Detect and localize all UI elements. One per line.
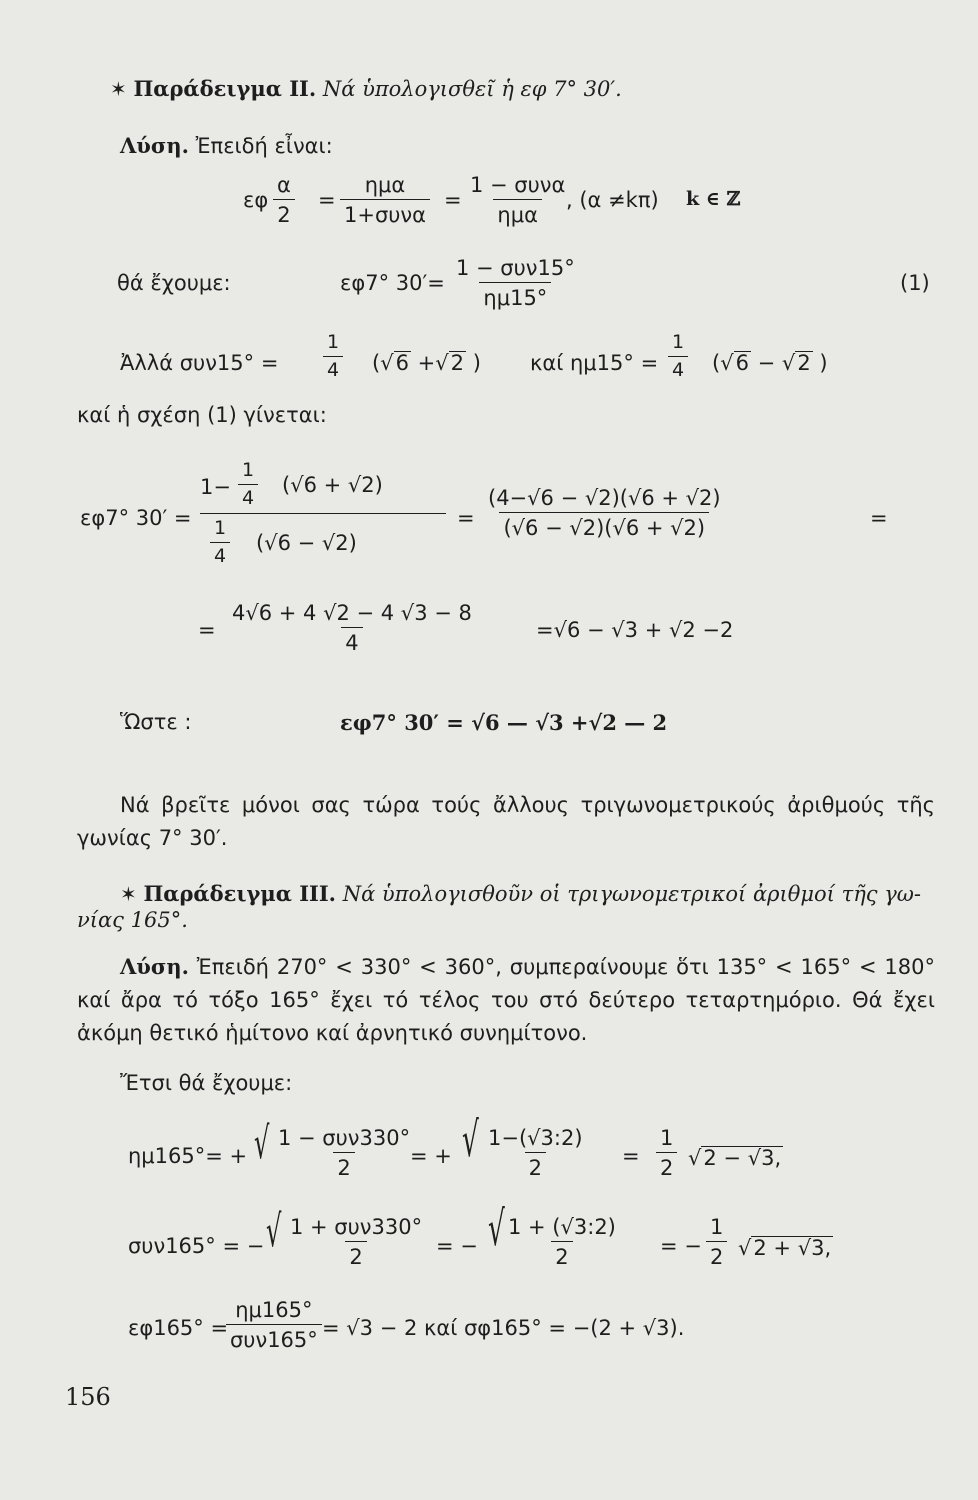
sqrt-sign: √ bbox=[254, 1118, 270, 1169]
identity-domain: k ∈ ℤ bbox=[686, 188, 741, 210]
big-lhs: εφ7° 30′ = bbox=[80, 506, 192, 530]
sqrt-sign: √ bbox=[266, 1206, 282, 1257]
line1-frac: 1 − συν15° ημ15° bbox=[456, 256, 575, 311]
star-icon: ✶ bbox=[110, 77, 127, 101]
line2-expr1: (√6 +√2 ) bbox=[372, 351, 481, 375]
big-num-frac: $\frac{1}{4}$ bbox=[238, 460, 258, 510]
line1-lhs: εφ7° 30′= bbox=[340, 271, 445, 295]
cos165-frac2: $\frac{1 + (√3:2)}{2}$ bbox=[508, 1215, 616, 1270]
equals: = bbox=[870, 506, 888, 530]
therefore-label: Ὥστε : bbox=[120, 710, 192, 734]
solution2-label: Λύση. bbox=[120, 954, 189, 979]
cos165-eq2: = − bbox=[660, 1234, 702, 1258]
thus-text: Ἔτσι θά ἔχουμε: bbox=[120, 1071, 293, 1095]
tan165-result: = √3 − 2 καί σφ165° = −(2 + √3). bbox=[322, 1316, 685, 1340]
sqrt-sign: √ bbox=[488, 1201, 505, 1257]
cos165-lhs: συν165° = − bbox=[128, 1234, 265, 1258]
line1-label: θά ἔχουμε: bbox=[117, 271, 231, 295]
example2-heading: Παράδειγμα II. bbox=[133, 76, 317, 101]
sin165-frac1: 1 − συν330° 2 bbox=[278, 1126, 411, 1181]
identity-frac-mid: ημα 1+συνα bbox=[340, 173, 430, 227]
solution1-label: Λύση. bbox=[120, 133, 189, 158]
therefore-result: εφ7° 30′ = √6 — √3 +√2 — 2 bbox=[340, 710, 668, 735]
solution1-text: Ἐπειδή εἶναι: bbox=[195, 134, 333, 158]
example3-task: Νά ὑπολογισθοῦν οἱ τριγωνομετρικοί ἀριθμοί τῆς γω- bbox=[342, 882, 921, 906]
example2-task: Νά ὑπολογισθεῖ ἡ εφ 7° 30′. bbox=[322, 77, 622, 101]
second-result: =√6 − √3 + √2 −2 bbox=[536, 618, 734, 642]
sin165-frac2: $\frac{1-(√3:2)}{2}$ bbox=[488, 1126, 583, 1181]
line2-text2: καί ημ15° = bbox=[530, 351, 659, 375]
example2-heading-line bbox=[110, 78, 622, 100]
cos165-eq1: = − bbox=[436, 1234, 478, 1258]
star-icon: ✶ bbox=[120, 882, 137, 906]
cos165-tail: √2 + √3, bbox=[738, 1236, 832, 1260]
cos165-frac3: $\frac{1}{2}$ bbox=[706, 1215, 727, 1269]
big-den-frac: $\frac{1}{4}$ bbox=[210, 518, 230, 568]
page-number: 156 bbox=[65, 1383, 111, 1411]
big-num-expr: (√6 + √2) bbox=[282, 473, 383, 497]
solution1-line bbox=[120, 135, 333, 157]
tan165-lhs: εφ165° = bbox=[128, 1316, 229, 1340]
exercise-paragraph: Νά βρεῖτε μόνοι σας τώρα τούς ἄλλους τριγωνομετρικούς ἀριθμούς τῆς γωνίας 7° 30′. bbox=[77, 793, 935, 850]
big-frac-right: $\frac{(4-√6 - √2)(√6 + √2)}{(√6 - √2)(√6 + √2)}$ bbox=[488, 486, 721, 541]
equation-tag-1: (1) bbox=[900, 271, 930, 295]
sin165-eq2: = bbox=[622, 1144, 640, 1168]
solution2-text: Ἐπειδή 270° < 330° < 360°, συμπεραίνουμε ὅτι 135° < 165° < 180° καί ἄρα τό τόξο 165° ἔχει τό τέλος του στό δεύτερο τεταρτημόριο. Θά ἔχει ἀκόμη θετικό ἡμίτονο καί ἀρνητικό συνημίτονο. bbox=[77, 955, 935, 1045]
example3-task-cont: νίας 165°. bbox=[77, 908, 188, 932]
line2-text1: Ἀλλά συν15° = bbox=[120, 351, 279, 375]
equals: = bbox=[444, 188, 462, 212]
second-frac: $\frac{4√6 + 4 √2 - 4 √3 - 8}{4}$ bbox=[232, 601, 472, 656]
sin165-frac3: $\frac{1}{2}$ bbox=[656, 1126, 677, 1180]
identity-frac-half: $\frac{\alpha}{2}$ bbox=[273, 173, 295, 227]
equals: = bbox=[198, 618, 216, 642]
sin165-lhs: ημ165°= + bbox=[128, 1144, 248, 1168]
line2-frac2: $\frac{1}{4}$ bbox=[668, 332, 688, 382]
sqrt-sign: √ bbox=[462, 1112, 479, 1168]
big-num-pre: 1− bbox=[200, 475, 231, 499]
equals: = bbox=[318, 188, 336, 212]
tan165-frac: ημ165° συν165° bbox=[226, 1298, 322, 1352]
equals: = bbox=[457, 506, 475, 530]
identity-lhs: εφ bbox=[243, 188, 269, 212]
solution2-paragraph bbox=[77, 950, 935, 1050]
line2-expr2: (√6 − √2 ) bbox=[712, 351, 828, 375]
big-frac-left bbox=[200, 459, 446, 567]
big-den-expr: (√6 − √2) bbox=[256, 531, 357, 555]
line3-text: καί ἡ σχέση (1) γίνεται: bbox=[77, 403, 327, 427]
identity-condition: , (α ≠kπ) bbox=[566, 188, 659, 212]
identity-frac-rhs: 1 − συνα ημα bbox=[470, 173, 566, 228]
example3-heading: Παράδειγμα III. bbox=[143, 881, 336, 906]
line2-frac1: $\frac{1}{4}$ bbox=[323, 332, 343, 382]
example3-heading-block bbox=[77, 877, 935, 911]
fraction-bar bbox=[200, 513, 446, 514]
sin165-eq1: = + bbox=[410, 1144, 452, 1168]
cos165-frac1: 1 + συν330° 2 bbox=[290, 1215, 423, 1270]
sin165-tail: √2 − √3, bbox=[688, 1146, 782, 1170]
